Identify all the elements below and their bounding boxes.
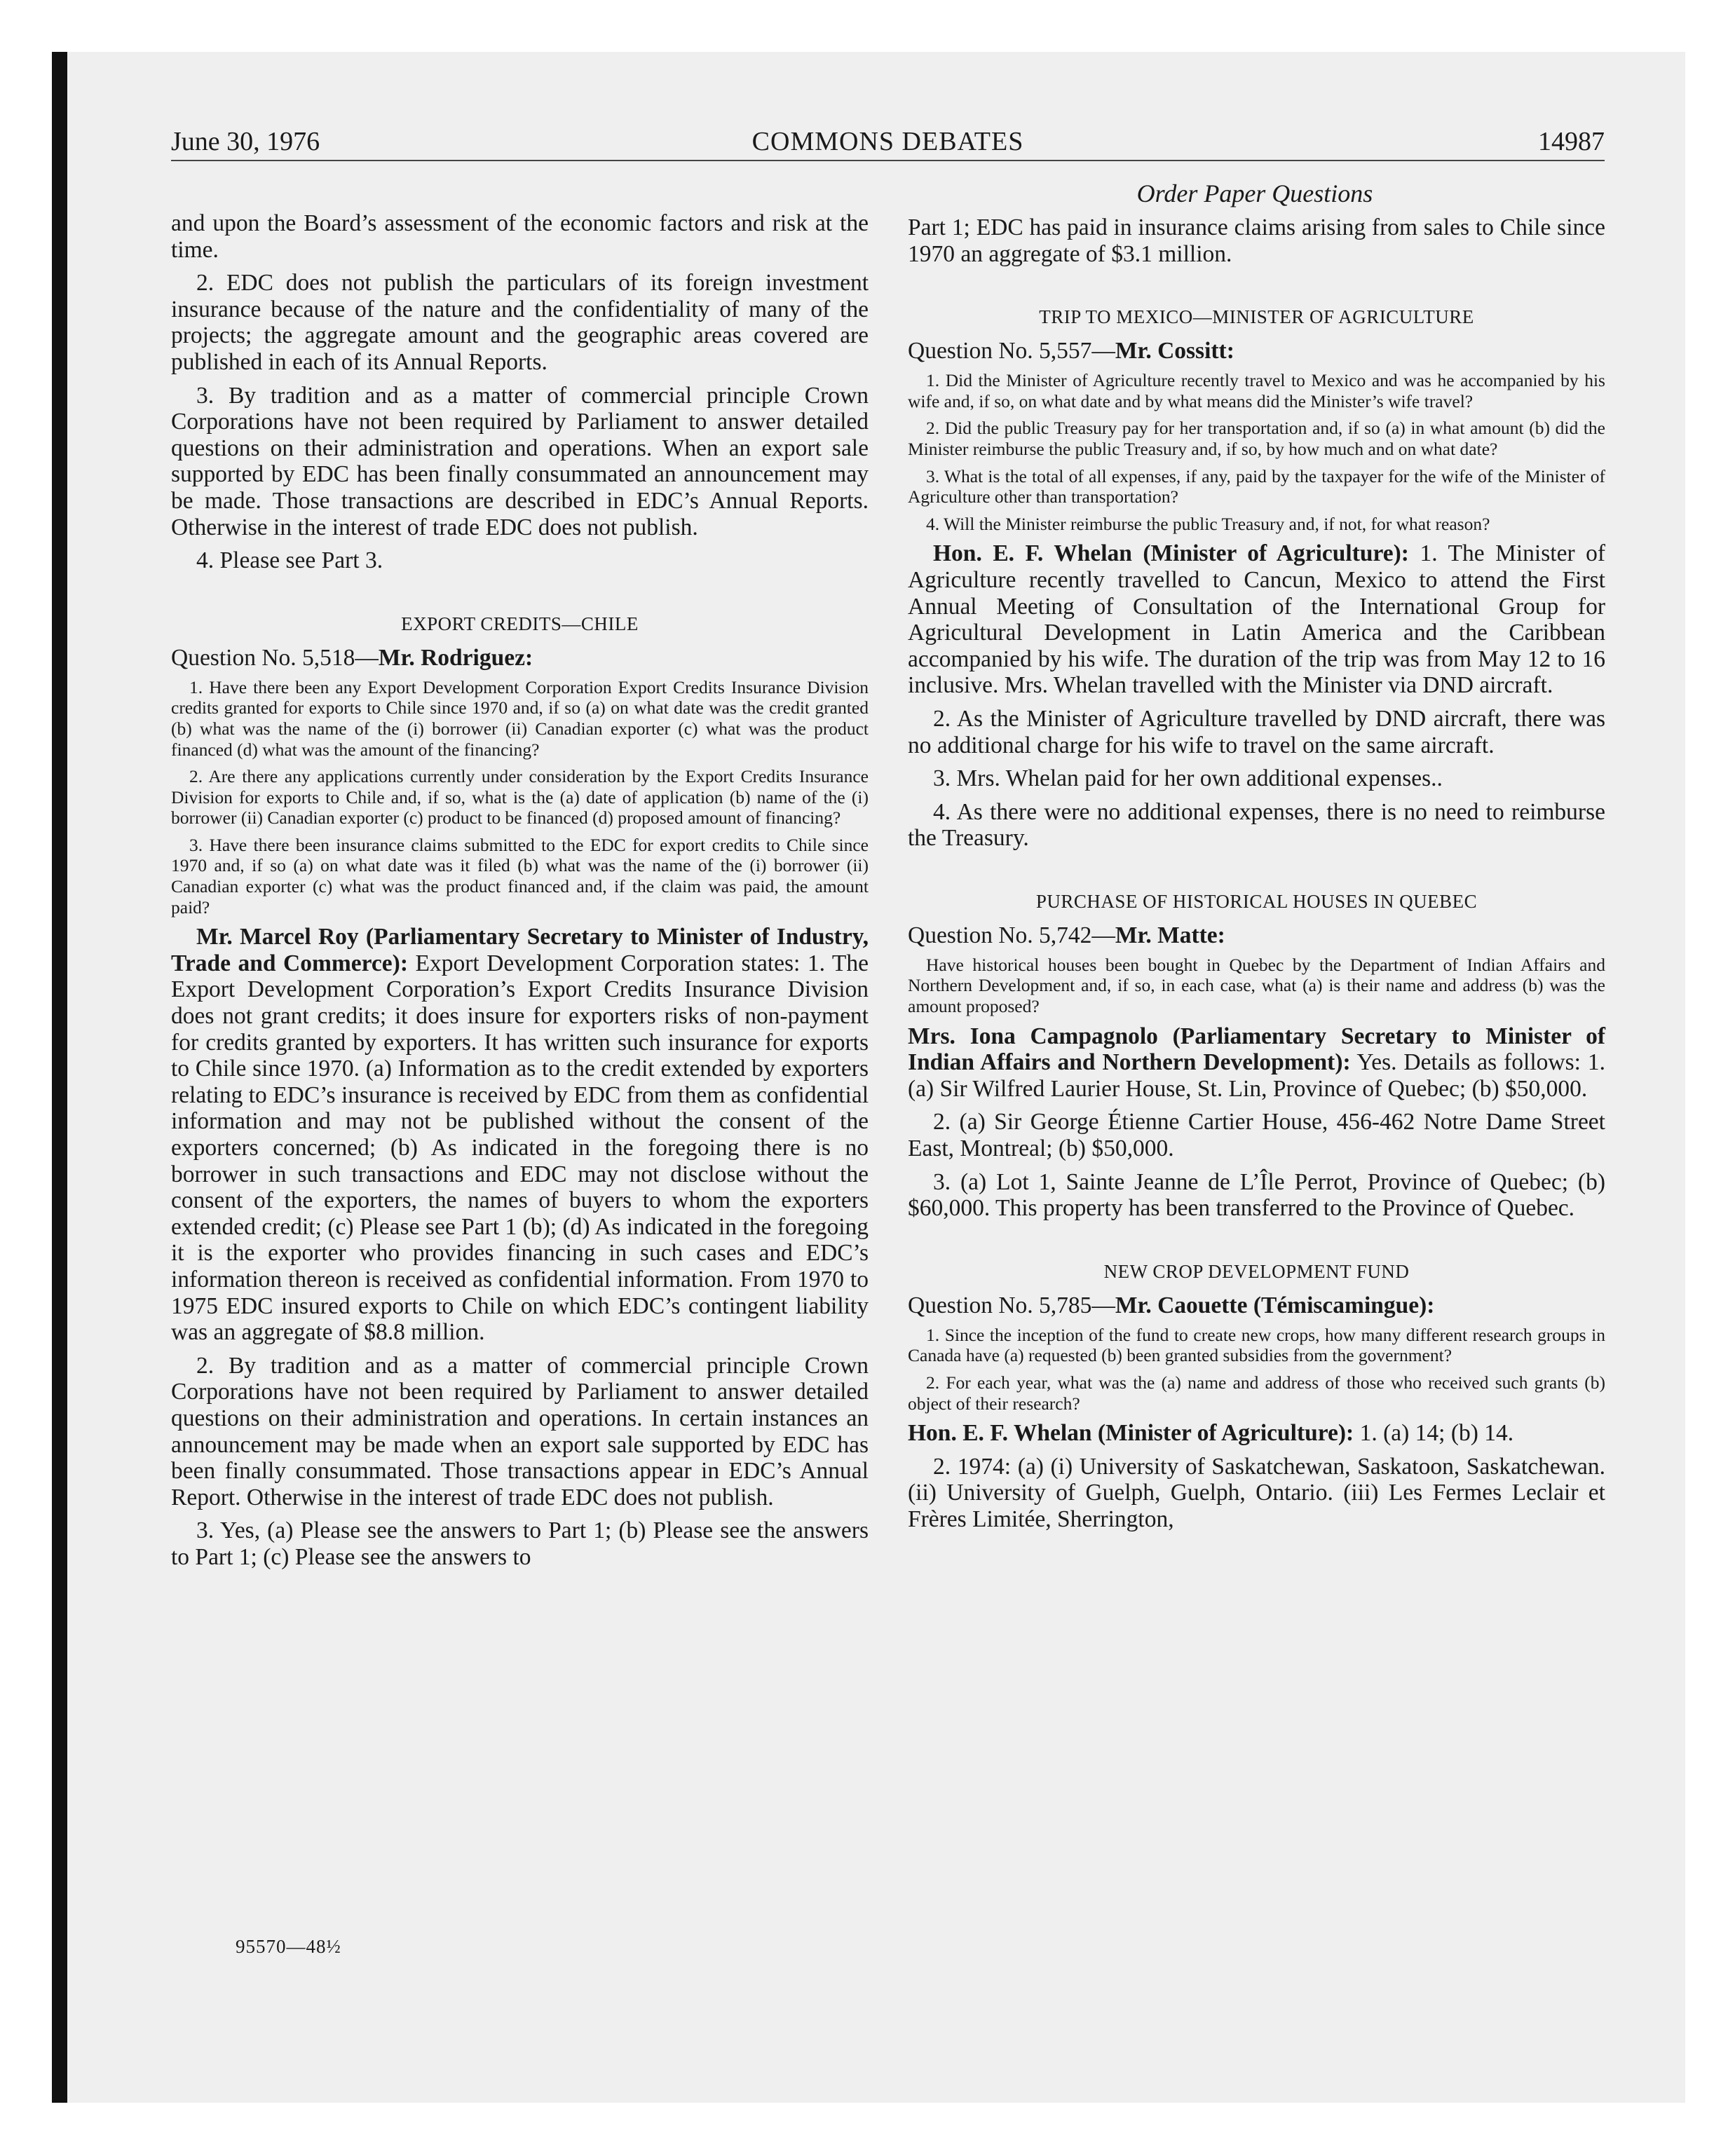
section-heading: PURCHASE OF HISTORICAL HOUSES IN QUEBEC	[1035, 890, 1478, 912]
paragraph: 2. (a) Sir George Étienne Cartier House, 456-462 Notre Dame Street East, Montreal; (b) $50,000.	[908, 1109, 1605, 1162]
paragraph: 4. Please see Part 3.	[196, 547, 383, 574]
print-code: 95570—48½	[236, 1936, 341, 1957]
question-text: 2. For each year, what was the (a) name and address of those who received such grants (b) object of their research?	[908, 1372, 1605, 1414]
section-heading: EXPORT CREDITS—CHILE	[401, 613, 639, 634]
paragraph: 3. By tradition and as a matter of commercial principle Crown Corporations have not been required by Parliament to answer detailed questions on their administration and operations. When an export sale supported by EDC has been finally consummated an announcement may be made. Those transactions are described in EDC’s Annual Reports. Otherwise in the interest of trade EDC does not publish.	[171, 382, 869, 540]
section-heading: TRIP TO MEXICO—MINISTER OF AGRICULTURE	[1039, 306, 1474, 328]
paragraph: 2. EDC does not publish the particulars of its foreign investment insurance because of the nature and the confidentiality of many of the projects; the aggregate amount and the geographic areas covered are published in each of its Annual Reports.	[171, 270, 869, 375]
question-text: 1. Have there been any Export Development Corporation Export Credits Insurance Division credits granted for exports to Chile since 1970 and, if so (a) on what date was the credit granted (b) what was the name of the (i) borrower (ii) Canadian exporter (c) what was the product financed (d) what was the amount of the financing?	[171, 676, 869, 760]
answer-text: 1. (a) 14; (b) 14.	[1359, 1420, 1514, 1447]
question-member: Mr. Caouette (Témiscamingue):	[1115, 1292, 1435, 1318]
page-header	[171, 123, 1605, 161]
question-text: 3. Have there been insurance claims submitted to the EDC for export credits to Chile since 1970 and, if so (a) on what date was it filed (b) what was the name of the (i) borrower (ii) Canadian exporter (c) what was the product financed and, if the claim was paid, the amount paid?	[171, 834, 869, 917]
header-page-number: 14987	[1538, 127, 1605, 156]
paragraph: Part 1; EDC has paid in insurance claims arising from sales to Chile since 1970 an aggregate of $3.1 million.	[908, 214, 1605, 267]
question-number	[908, 338, 1605, 364]
paragraph: 2. By tradition and as a matter of commercial principle Crown Corporations have not been required by Parliament to answer detailed questions on their administration and operations. In certain instances an announcement may be made when an export sale supported by EDC has been finally consummated. Those transactions appear in EDC’s Annual Report. Otherwise in the interest of trade EDC does not publish.	[171, 1352, 869, 1510]
section-heading: NEW CROP DEVELOPMENT FUND	[1103, 1260, 1410, 1282]
question-text: 3. What is the total of all expenses, if any, paid by the taxpayer for the wife of the Minister of Agriculture other than transportation?	[908, 465, 1605, 507]
answer-paragraph	[908, 1420, 1605, 1447]
question-member: Mr. Matte:	[1115, 922, 1225, 948]
paragraph: and upon the Board’s assessment of the economic factors and risk at the time.	[171, 210, 869, 263]
question-label: Question No. 5,518—	[171, 644, 379, 671]
question-text: 2. Are there any applications currently under consideration by the Export Credits Insurance Division for exports to Chile and, if so, what is the (a) date of application (b) name of the (i) borrower (ii) Canadian exporter (c) product to be financed (d) proposed amount of financing?	[171, 766, 869, 828]
answer-paragraph	[908, 540, 1605, 699]
question-member: Mr. Rodriguez:	[378, 644, 533, 671]
question-number	[908, 922, 1605, 949]
paragraph: 2. 1974: (a) (i) University of Saskatchewan, Saskatoon, Saskatchewan. (ii) University of Guelph, Guelph, Ontario. (iii) Les Fermes Leclair et Frères Limitée, Sherrington,	[908, 1453, 1605, 1532]
paragraph: 3. (a) Lot 1, Sainte Jeanne de L’Île Perrot, Province of Quebec; (b) $60,000. This property has been transferred to the Province of Quebec.	[908, 1168, 1605, 1222]
question-member: Mr. Cossitt:	[1115, 338, 1234, 364]
left-column	[171, 210, 869, 1578]
question-label: Question No. 5,557—	[908, 338, 1115, 364]
question-text: 2. Did the public Treasury pay for her transportation and, if so (a) in what amount (b) did the Minister reimburse the public Treasury and, if so, by how much and on what date?	[908, 418, 1605, 459]
answer-paragraph	[171, 924, 869, 1346]
question-number	[171, 645, 869, 671]
question-text: 1. Did the Minister of Agriculture recently travel to Mexico and was he accompanied by his wife and, if so, on what date and by what means did the Minister’s wife travel?	[908, 370, 1605, 411]
speaker-name: Mr. Marcel Roy (Parliamentary Secretary to Minister of Industry, Trade and Commerce):	[171, 924, 869, 976]
speaker-name: Hon. E. F. Whelan (Minister of Agriculture):	[908, 1420, 1354, 1447]
speaker-name: Hon. E. F. Whelan (Minister of Agriculture):	[933, 540, 1409, 567]
speaker-name: Mrs. Iona Campagnolo (Parliamentary Secretary to Minister of Indian Affairs and Northern Development):	[908, 1023, 1605, 1076]
header-title: COMMONS DEBATES	[751, 127, 1024, 156]
question-label: Question No. 5,785—	[908, 1292, 1115, 1318]
answer-paragraph	[908, 1023, 1605, 1103]
right-column	[908, 214, 1605, 1540]
answer-text: Export Development Corporation states: 1. The Export Development Corporation’s Export Credits Insurance Division does not grant credits; it does insure for exporters risks of non-payment for credits granted by exporters. It has written such insurance for exports to Chile since 1970. (a) Information as to the credit extended by exporters relating to EDC’s insurance is received by EDC from them as confidential information and may not be published without the consent of the exporters concerned; (b) As indicated in the foregoing there is no borrower in such transactions and EDC may not disclose without the consent of the exporters, the names of buyers to whom the exporters extended credit; (c) Please see Part 1 (b); (d) As indicated in the foregoing it is the exporter who provides financing in such cases and EDC’s information thereon is received as confidential information. From 1970 to 1975 EDC insured exports to Chile on which EDC’s contingent liability was an aggregate of $8.8 million.	[171, 950, 869, 1346]
question-text: 1. Since the inception of the fund to create new crops, how many different research groups in Canada have (a) requested (b) been granted subsidies from the government?	[908, 1324, 1605, 1366]
question-text: Have historical houses been bought in Quebec by the Department of Indian Affairs and Northern Development and, if so, in each case, what (a) is their name and address (b) was the amount proposed?	[908, 954, 1605, 1017]
answer-text: 1. The Minister of Agriculture recently travelled to Cancun, Mexico to attend the First Annual Meeting of Consultation of the International Group for Agricultural Development in Latin America and the Caribbean accompanied by his wife. The duration of the trip was from May 12 to 16 inclusive. Mrs. Whelan travelled with the Minister via DND aircraft.	[908, 540, 1606, 699]
paragraph: 3. Mrs. Whelan paid for her own additional expenses..	[933, 765, 1443, 792]
section-tag: Order Paper Questions	[1136, 179, 1373, 207]
question-text: 4. Will the Minister reimburse the public Treasury and, if not, for what reason?	[926, 513, 1490, 534]
answer-text: Yes. Details as follows: 1. (a) Sir Wilfred Laurier House, St. Lin, Province of Quebec; (b) $50,000.	[908, 1049, 1606, 1102]
paragraph: 2. As the Minister of Agriculture travelled by DND aircraft, there was no additional charge for his wife to travel on the same aircraft.	[908, 705, 1605, 758]
question-label: Question No. 5,742—	[908, 922, 1115, 948]
header-date: June 30, 1976	[171, 127, 320, 156]
paragraph: 4. As there were no additional expenses, there is no need to reimburse the Treasury.	[908, 798, 1605, 852]
paragraph: 3. Yes, (a) Please see the answers to Part 1; (b) Please see the answers to Part 1; (c) Please see the answers to	[171, 1517, 869, 1570]
question-number	[908, 1292, 1605, 1319]
